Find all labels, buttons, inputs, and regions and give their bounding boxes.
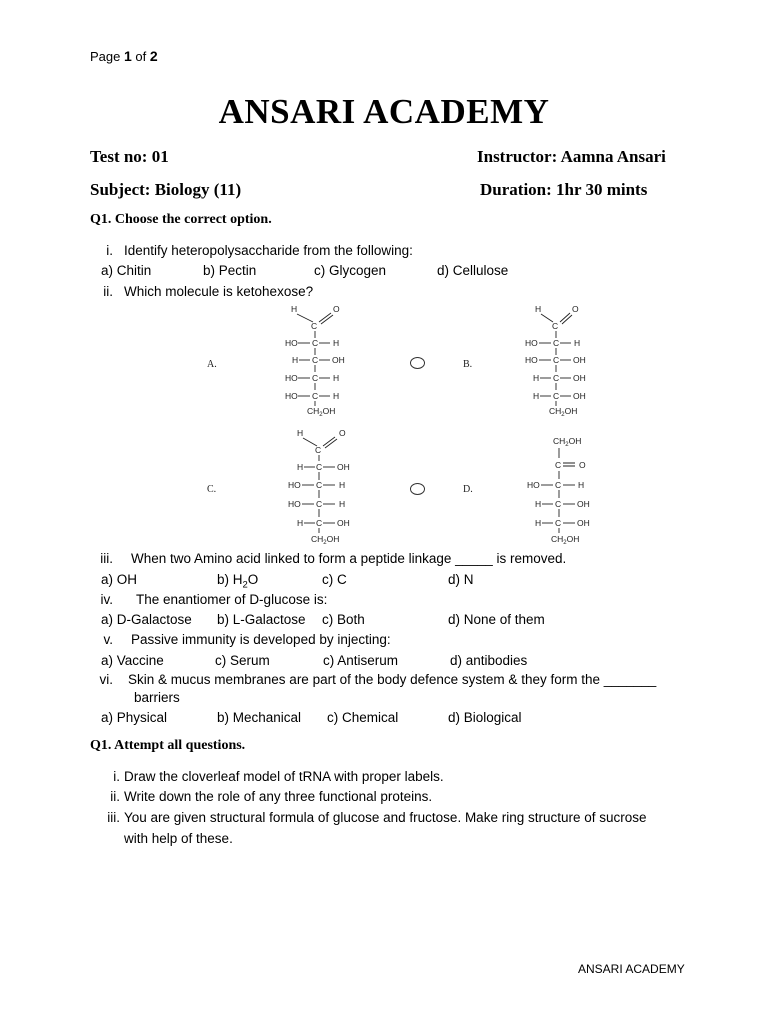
svg-text:CH2OH: $CH_2OH$ bbox=[551, 534, 580, 546]
option: a) Vaccine bbox=[101, 653, 164, 668]
svg-text:H: H bbox=[297, 428, 304, 438]
svg-text:HO: HO bbox=[285, 391, 298, 401]
long-question-3-continued: with help of these. bbox=[124, 831, 233, 846]
svg-text:H: H bbox=[535, 304, 542, 314]
svg-text:CH2OH: $CH_2OH$ bbox=[553, 436, 582, 448]
svg-text:C: C bbox=[316, 462, 323, 472]
svg-text:H: H bbox=[297, 518, 304, 528]
svg-text:O: O bbox=[339, 428, 346, 438]
svg-text:OH: OH bbox=[573, 391, 586, 401]
svg-text:H: H bbox=[339, 480, 346, 490]
question-6-continued: barriers bbox=[134, 690, 180, 705]
option: c) Glycogen bbox=[314, 263, 387, 278]
svg-text:C: C bbox=[553, 355, 560, 365]
option-label-b: B. bbox=[463, 359, 473, 370]
option-label-a: A. bbox=[207, 359, 217, 370]
svg-text:OH: OH bbox=[577, 518, 590, 528]
svg-text:C: C bbox=[311, 321, 318, 331]
svg-text:HO: HO bbox=[288, 499, 301, 509]
svg-text:C: C bbox=[312, 338, 319, 348]
svg-text:H: H bbox=[297, 462, 304, 472]
structure-a bbox=[195, 300, 355, 420]
option: d) N bbox=[448, 572, 474, 587]
svg-text:C: C bbox=[316, 480, 323, 490]
option: b) $H_2O$ bbox=[217, 572, 259, 591]
option: c) Chemical bbox=[327, 710, 399, 725]
svg-text:C: C bbox=[316, 518, 323, 528]
structure-d bbox=[445, 430, 605, 550]
svg-text:C: C bbox=[555, 499, 562, 509]
svg-text:C: C bbox=[553, 391, 560, 401]
svg-text:C: C bbox=[555, 480, 562, 490]
svg-text:H: H bbox=[291, 304, 298, 314]
radio-circle bbox=[410, 357, 425, 369]
option: c) C bbox=[322, 572, 347, 587]
svg-text:H: H bbox=[535, 518, 542, 528]
svg-text:C: C bbox=[555, 460, 562, 470]
structure-c bbox=[195, 425, 365, 550]
document-title: ANSARI ACADEMY bbox=[218, 92, 550, 131]
option: c) Both bbox=[322, 612, 365, 627]
svg-text:H: H bbox=[578, 480, 585, 490]
option-label-d: D. bbox=[463, 484, 473, 495]
option: d) Biological bbox=[448, 710, 522, 725]
svg-text:H: H bbox=[339, 499, 346, 509]
svg-text:H: H bbox=[533, 391, 540, 401]
option-label-c: C. bbox=[207, 484, 217, 495]
page-number: Page 1 of 2 bbox=[90, 48, 158, 64]
svg-text:HO: HO bbox=[527, 480, 540, 490]
svg-text:OH: OH bbox=[573, 373, 586, 383]
option: d) None of them bbox=[448, 612, 545, 627]
svg-text:HO: HO bbox=[285, 373, 298, 383]
svg-text:HO: HO bbox=[525, 355, 538, 365]
option: b) L-Galactose bbox=[217, 612, 306, 627]
svg-text:HO: HO bbox=[288, 480, 301, 490]
option: a) D-Galactose bbox=[101, 612, 192, 627]
option: b) Pectin bbox=[203, 263, 257, 278]
svg-text:C: C bbox=[315, 445, 322, 455]
svg-text:C: C bbox=[312, 355, 319, 365]
svg-text:OH: OH bbox=[573, 355, 586, 365]
duration: Duration: 1hr 30 mints bbox=[480, 180, 648, 199]
svg-text:OH: OH bbox=[337, 462, 350, 472]
svg-text:C: C bbox=[312, 373, 319, 383]
structure-b bbox=[445, 300, 605, 420]
subject: Subject: Biology (11) bbox=[90, 180, 242, 199]
svg-text:OH: OH bbox=[577, 499, 590, 509]
section-heading-mcq: Q1. Choose the correct option. bbox=[90, 212, 272, 227]
svg-text:H: H bbox=[333, 373, 340, 383]
option: a) OH bbox=[101, 572, 138, 587]
svg-text:O: O bbox=[333, 304, 340, 314]
radio-circle bbox=[410, 483, 425, 495]
svg-text:C: C bbox=[316, 499, 323, 509]
section-heading-questions: Q1. Attempt all questions. bbox=[90, 738, 246, 753]
svg-text:C: C bbox=[312, 391, 319, 401]
svg-text:OH: OH bbox=[337, 518, 350, 528]
svg-text:H: H bbox=[333, 338, 340, 348]
svg-text:CH2OH: $CH_2OH$ bbox=[549, 406, 578, 418]
svg-text:H: H bbox=[333, 391, 340, 401]
svg-text:C: C bbox=[555, 518, 562, 528]
svg-text:HO: HO bbox=[285, 338, 298, 348]
svg-text:CH2OH: $CH_2OH$ bbox=[307, 406, 336, 418]
svg-text:H: H bbox=[535, 499, 542, 509]
svg-text:H: H bbox=[533, 373, 540, 383]
svg-text:CH2OH: $CH_2OH$ bbox=[311, 534, 340, 546]
svg-text:C: C bbox=[552, 321, 559, 331]
option: c) Serum bbox=[215, 653, 270, 668]
footer: ANSARI ACADEMY bbox=[578, 962, 685, 976]
option: d) Cellulose bbox=[437, 263, 509, 278]
page-total: 2 bbox=[149, 48, 158, 64]
option: b) Mechanical bbox=[217, 710, 302, 725]
option: c) Antiserum bbox=[323, 653, 399, 668]
svg-text:HO: HO bbox=[525, 338, 538, 348]
svg-text:O: O bbox=[572, 304, 579, 314]
option: a) Chitin bbox=[101, 263, 152, 278]
svg-text:C: C bbox=[553, 338, 560, 348]
svg-text:H: H bbox=[292, 355, 299, 365]
instructor: Instructor: Aamna Ansari bbox=[477, 147, 666, 166]
test-number: Test no: 01 bbox=[90, 147, 169, 166]
svg-text:C: C bbox=[553, 373, 560, 383]
svg-text:O: O bbox=[579, 460, 586, 470]
svg-text:OH: OH bbox=[332, 355, 345, 365]
option: d) antibodies bbox=[450, 653, 528, 668]
page-current: 1 bbox=[123, 48, 132, 64]
option: a) Physical bbox=[101, 710, 168, 725]
svg-text:H: H bbox=[574, 338, 581, 348]
